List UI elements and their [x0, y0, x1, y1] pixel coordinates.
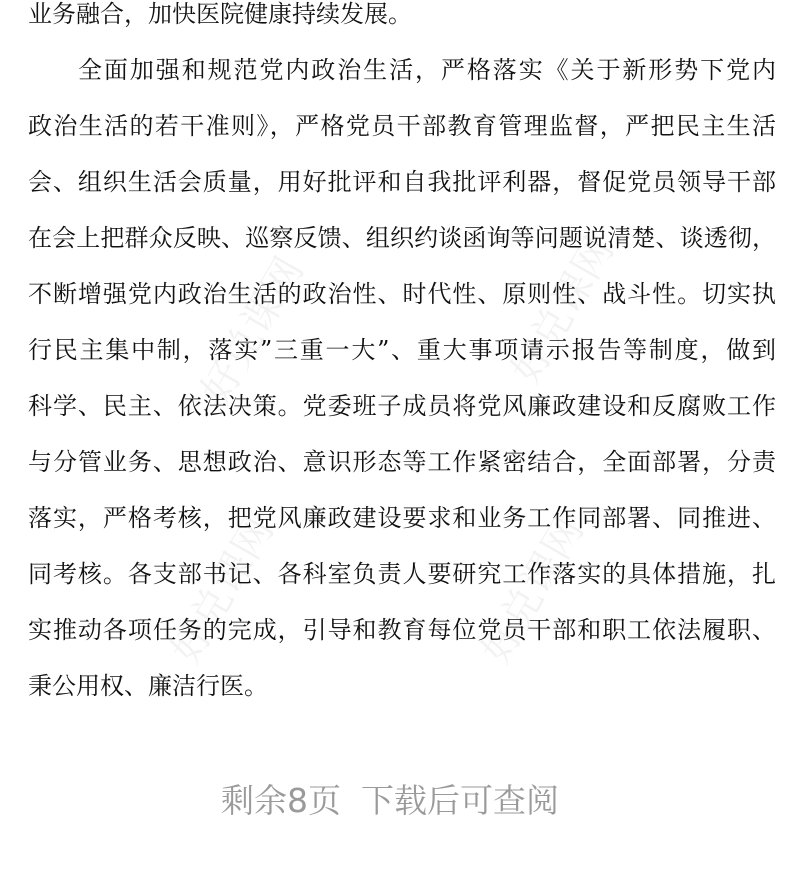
download-hint-label: 下载后可查阅	[361, 781, 559, 820]
watermark: 好兑课网	[193, 249, 313, 412]
text-line: 实推动各项任务的完成，引导和教育每位党员干部和职工依法履职、	[28, 616, 776, 644]
text-line: 与分管业务、思想政治、意识形态等工作紧密结合，全面部署，分责	[28, 448, 776, 476]
watermark: 好兑课网	[163, 509, 283, 672]
text-line: 秉公用权、廉洁行医。	[28, 672, 268, 700]
text-line: 行民主集中制，落实”三重一大”、重大事项请示报告等制度，做到	[28, 336, 776, 364]
text-line: 业务融合，加快医院健康持续发展。	[28, 0, 412, 28]
text-line: 全面加强和规范党内政治生活，严格落实《关于新形势下党内	[78, 56, 776, 84]
text-line: 科学、民主、依法决策。党委班子成员将党风廉政建设和反腐败工作	[28, 392, 776, 420]
watermark: 好兑课网	[473, 509, 593, 672]
text-line: 会、组织生活会质量，用好批评和自我批评利器，督促党员领导干部	[28, 168, 776, 196]
watermark: 好兑课网	[503, 229, 623, 392]
text-line: 在会上把群众反映、巡察反馈、组织约谈函询等问题说清楚、谈透彻，	[28, 224, 776, 252]
text-line: 不断增强党内政治生活的政治性、时代性、原则性、战斗性。切实执	[28, 280, 776, 308]
text-line: 落实，严格考核，把党风廉政建设要求和业务工作同部署、同推进、	[28, 504, 776, 532]
text-line: 政治生活的若干准则》，严格党员干部教育管理监督，严把民主生活	[28, 112, 776, 140]
download-prompt[interactable]	[0, 775, 780, 822]
text-line: 同考核。各支部书记、各科室负责人要研究工作落实的具体措施，扎	[28, 560, 776, 588]
remaining-pages-label: 剩余8页	[221, 781, 341, 820]
